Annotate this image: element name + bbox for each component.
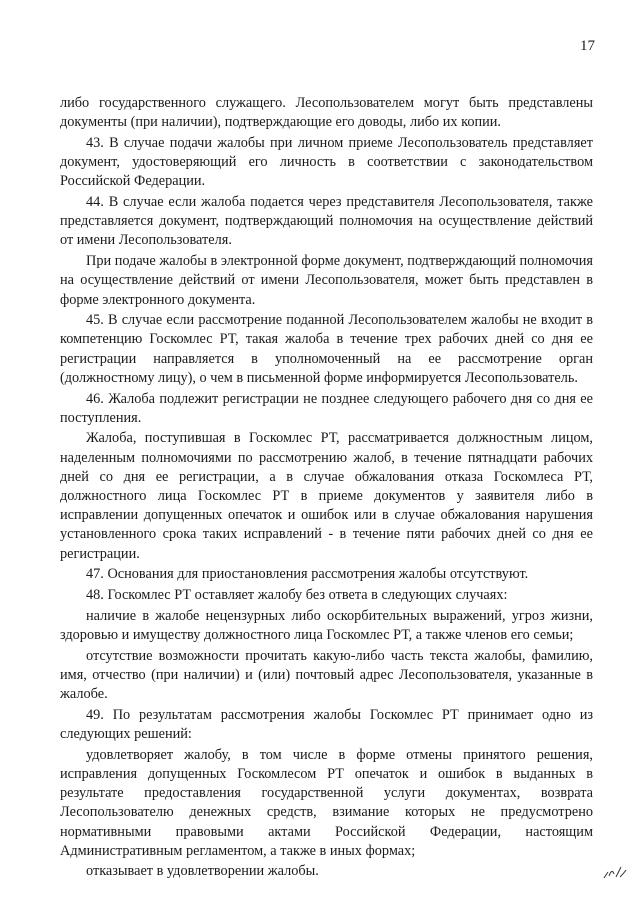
paragraph: 47. Основания для приостановления рассмотрения жалобы отсутствуют. <box>86 566 529 583</box>
page-number: 17 <box>580 38 595 54</box>
paragraph: 44. В случае если жалоба подается через представителя Лесопользователя, также представляется документ, подтверждающий полномочия на осуществление действий от имени Лесопользователя. <box>60 194 593 249</box>
paragraph: 46. Жалоба подлежит регистрации не позднее следующего рабочего дня со дня ее поступления. <box>60 390 593 426</box>
document-body <box>60 94 593 883</box>
paragraph: отказывает в удовлетворении жалобы. <box>86 863 319 880</box>
paragraph: отсутствие возможности прочитать какую-либо часть текста жалобы, фамилию, имя, отчество (при наличии) и (или) почтовый адрес Лесопользователя, указанные в жалобе. <box>60 647 593 703</box>
paragraph: 48. Госкомлес РТ оставляет жалобу без ответа в следующих случаях: <box>86 587 508 604</box>
paragraph: 49. По результатам рассмотрения жалобы Госкомлес РТ принимает одно из следующих решений: <box>60 706 593 742</box>
paragraph: 43. В случае подачи жалобы при личном приеме Лесопользователь представляет документ, удостоверяющий его личность в соответствии с законодательством Российской Федерации. <box>60 134 593 190</box>
initials-mark <box>602 864 628 880</box>
paragraph: Жалоба, поступившая в Госкомлес РТ, рассматривается должностным лицом, наделенным полномочиями по рассмотрению жалоб, в течение пятнадцати рабочих дней со дня ее регистрации, а в случае обжалования отказа Госкомлеса РТ, должностного лица Госкомлес РТ в приеме документов у заявителя либо в исправлении допущенных опечаток и ошибок или в случае обжалования нарушения установленного срока таких исправлений - в течение пяти рабочих дней со дня ее регистрации. <box>60 430 593 562</box>
paragraph: либо государственного служащего. Лесопользователем могут быть представлены документы (при наличии), подтверждающие его доводы, либо их копии. <box>60 95 593 131</box>
paragraph: наличие в жалобе нецензурных либо оскорбительных выражений, угроз жизни, здоровью и имуществу должностного лица Госкомлес РТ, а также членов его семьи; <box>60 607 593 643</box>
paragraph: При подаче жалобы в электронной форме документ, подтверждающий полномочия на осуществление действий от имени Лесопользователя, может быть представлен в форме электронного документа. <box>60 253 593 308</box>
paragraph: 45. В случае если рассмотрение поданной Лесопользователем жалобы не входит в компетенцию Госкомлес РТ, такая жалоба в течение трех рабочих дней со дня ее регистрации направляется в уполномоченный на ее рассмотрение орган (должностному лицу), о чем в письменной форме информируется Лесопользователь. <box>60 312 593 386</box>
paragraph: удовлетворяет жалобу, в том числе в форме отмены принятого решения, исправления допущенных Госкомлесом РТ опечаток и ошибок в выданных в результате предоставления государственной услуги документах, возврата Лесопользователю денежных средств, взимание которых не предусмотрено нормативными правовыми актами Российской Федерации, настоящим Административным регламентом, а также в иных формах; <box>60 746 593 859</box>
